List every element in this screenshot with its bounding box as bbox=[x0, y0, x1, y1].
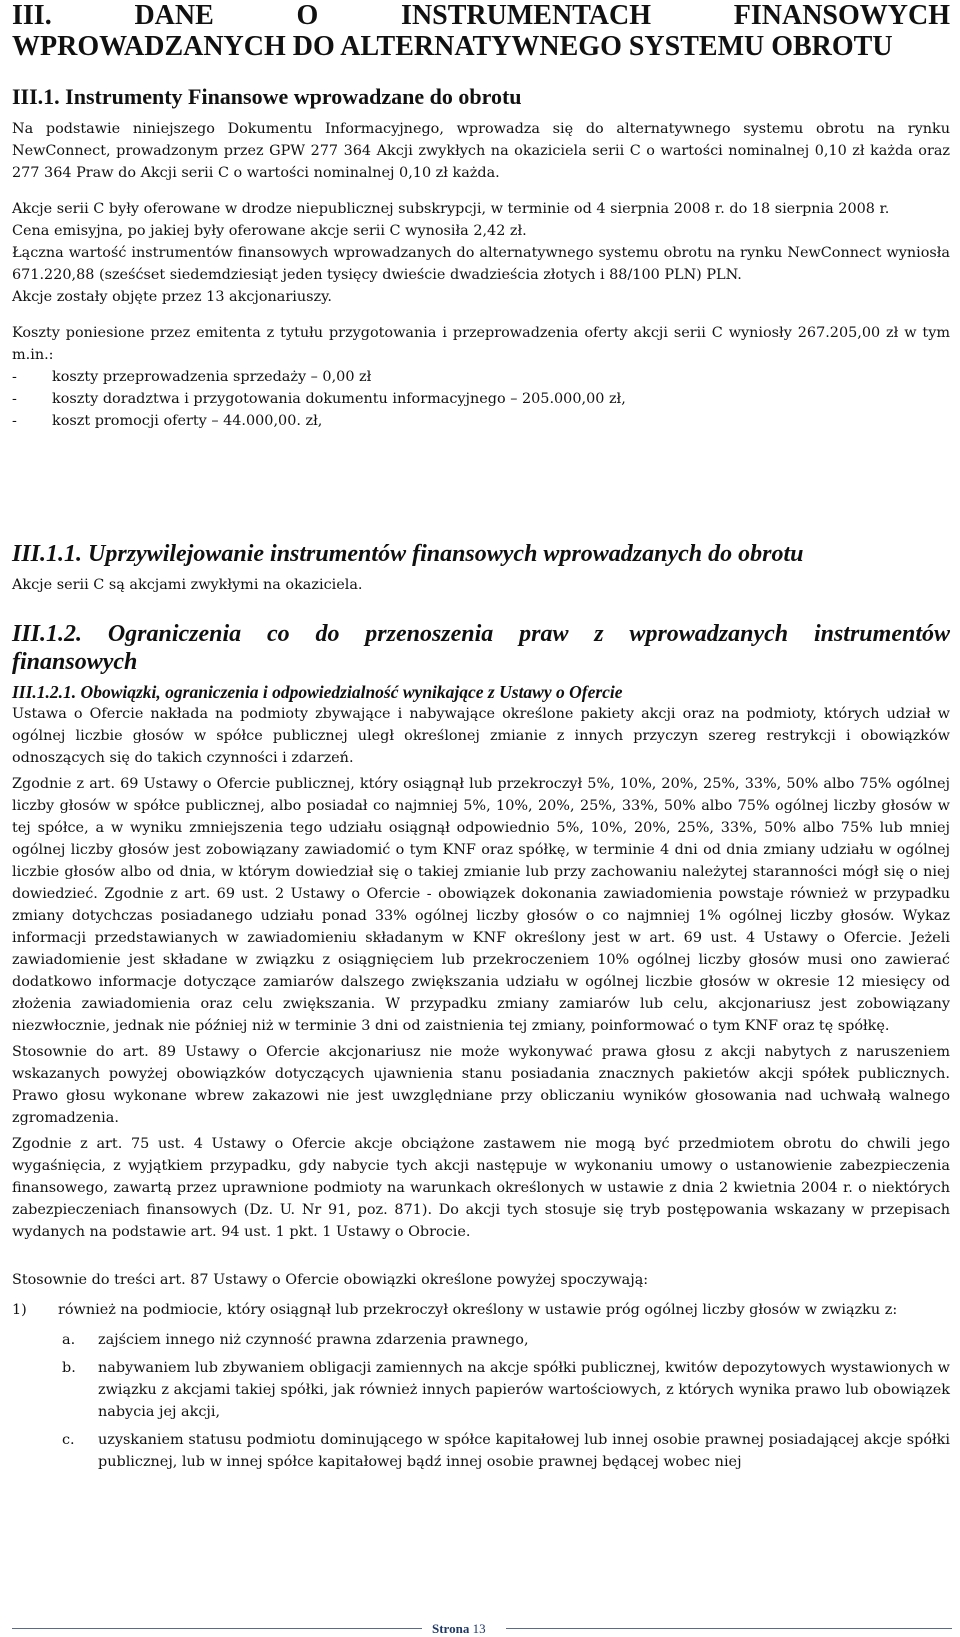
footer-rule-left bbox=[12, 1628, 422, 1629]
section-iii-1 bbox=[12, 84, 950, 110]
lettered-list bbox=[12, 1329, 950, 1473]
costs-list bbox=[12, 366, 950, 432]
page-footer bbox=[0, 1621, 960, 1637]
list-item bbox=[12, 388, 950, 410]
paragraph-intro: Na podstawie niniejszego Dokumentu Informacyjnego, wprowadza się do alternatywnego systemu obrotu na rynku NewConnect, prowadzonym przez GPW 277 364 Akcji zwykłych na okaziciela serii C o wartości nominalnej 0,10 zł każda oraz 277 364 Praw do Akcji serii C o wartości nominalnej 0,10 zł każda. bbox=[12, 121, 950, 181]
section-iii-1-2 bbox=[12, 620, 950, 1479]
list-item bbox=[12, 366, 950, 388]
paragraph-obligations: Ustawa o Ofercie nakłada na podmioty zbywające i nabywające określone pakiety akcji oraz na podmioty, których udział w ogólnej liczbie głosów w spółce publicznej uległ określonej zmianie z innych przyczyn szereg restrykcji i obowiązków odnoszących się do takich czynności i zdarzeń. bbox=[12, 706, 950, 766]
list-item-text: koszty doradztwa i przygotowania dokumentu informacyjnego – 205.000,00 zł, bbox=[52, 391, 626, 407]
page-number bbox=[432, 1621, 486, 1637]
heading-iii-1-2-line-2: finansowych bbox=[12, 649, 138, 675]
list-item-text: koszt promocji oferty – 44.000,00. zł, bbox=[52, 413, 323, 429]
list-letter: c. bbox=[62, 1432, 75, 1448]
list-item-text: koszty przeprowadzenia sprzedaży – 0,00 zł bbox=[52, 369, 372, 385]
heading-iii-1-2 bbox=[12, 620, 950, 676]
list-bullet: - bbox=[12, 369, 17, 385]
list-item bbox=[12, 1429, 950, 1473]
paragraph-issue-price: Cena emisyjna, po jakiej były oferowane akcje serii C wynosiła 2,42 zł. bbox=[12, 223, 527, 239]
list-letter: b. bbox=[62, 1360, 76, 1376]
section-iii-1-body bbox=[12, 118, 950, 432]
paragraph-art-87: Stosownie do treści art. 87 Ustawy o Ofercie obowiązki określone powyżej spoczywają: bbox=[12, 1272, 649, 1288]
page-label: Strona bbox=[432, 1621, 470, 1636]
paragraph-costs: Koszty poniesione przez emitenta z tytułu przygotowania i przeprowadzenia oferty akcji serii C wyniosły 267.205,00 zł w tym m.in.: bbox=[12, 325, 950, 363]
list-item bbox=[12, 410, 950, 432]
paragraph-total-value: Łączna wartość instrumentów finansowych wprowadzanych do alternatywnego systemu obrotu na rynku NewConnect wyniosła 671.220,88 (sześćset siedemdziesiąt jeden tysięcy dwieście dwadzieścia złotych i 88/100 PLN) PLN. bbox=[12, 245, 950, 283]
heading-iii-1-2-line-1: III.1.2. Ograniczenia co do przenoszenia praw z wprowadzanych instrumentów bbox=[12, 621, 950, 647]
list-item-text: zajściem innego niż czynność prawna zdarzenia prawnego, bbox=[98, 1332, 529, 1348]
paragraph-subscription: Akcje serii C były oferowane w drodze niepublicznej subskrypcji, w terminie od 4 sierpnia 2008 r. do 18 sierpnia 2008 r. bbox=[12, 201, 890, 217]
section-title-line-1: III. DANE O INSTRUMENTACH FINANSOWYCH bbox=[12, 0, 950, 31]
list-bullet: - bbox=[12, 391, 17, 407]
section-title bbox=[12, 0, 950, 62]
heading-iii-1-2-1: III.1.2.1. Obowiązki, ograniczenia i odpowiedzialność wynikające z Ustawy o Ofercie bbox=[12, 682, 623, 702]
footer-rule-right bbox=[506, 1628, 952, 1629]
paragraph-art-89: Stosownie do art. 89 Ustawy o Ofercie akcjonariusz nie może wykonywać prawa głosu z akcji nabytych z naruszeniem wskazanych powyżej obowiązków dotyczących ujawnienia stanu posiadania znacznych pakietów akcji spółek publicznych. Prawo głosu wykonane wbrew zakazowi nie jest uwzględniane przy obliczaniu wyników głosowania nad uchwałą walnego zgromadzenia. bbox=[12, 1044, 950, 1126]
paragraph-privileges: Akcje serii C są akcjami zwykłymi na okaziciela. bbox=[12, 577, 363, 593]
section-iii-1-1 bbox=[12, 540, 950, 596]
list-number: 1) bbox=[12, 1302, 27, 1318]
section-title-line-2: WPROWADZANYCH DO ALTERNATYWNEGO SYSTEMU OBROTU bbox=[12, 31, 893, 62]
list-item bbox=[12, 1329, 950, 1351]
heading-iii-1: III.1. Instrumenty Finansowe wprowadzane do obrotu bbox=[12, 84, 522, 109]
list-item-text: uzyskaniem statusu podmiotu dominującego w spółce kapitałowej lub innej osobie prawnej posiadającej akcje spółki publicznej, lub w innej spółce kapitałowej bądź innej osobie prawnej będącej wobec niej bbox=[98, 1432, 950, 1470]
numbered-list bbox=[12, 1299, 950, 1321]
list-item-text: również na podmiocie, który osiągnął lub przekroczył określony w ustawie próg ogólnej liczby głosów w związku z: bbox=[58, 1302, 898, 1318]
list-item bbox=[12, 1299, 950, 1321]
paragraph-art-75: Zgodnie z art. 75 ust. 4 Ustawy o Ofercie akcje obciążone zastawem nie mogą być przedmiotem obrotu do chwili jego wygaśnięcia, z wyjątkiem przypadku, gdy nabycie tych akcji następuje w wykonaniu umowy o ustanowienie zabezpieczenia finansowego, zawartą przez uprawnione podmioty na warunkach określonych w ustawie z dnia 2 kwietnia 2004 r. o niektórych zabezpieczeniach finansowych (Dz. U. Nr 91, poz. 871). Do akcji tych stosuje się tryb postępowania wskazany w przepisach wydanych na podstawie art. 94 ust. 1 pkt. 1 Ustawy o Obrocie. bbox=[12, 1136, 950, 1240]
list-item bbox=[12, 1357, 950, 1423]
page-number-value: 13 bbox=[472, 1621, 486, 1636]
paragraph-art-69: Zgodnie z art. 69 Ustawy o Ofercie publicznej, który osiągnął lub przekroczył 5%, 10%, 20%, 25%, 33%, 50% albo 75% ogólnej liczby głosów w spółce publicznej, albo posiadał co najmniej 5%, 10%, 20%, 25%, 33%, 50% albo 75% ogólnej liczby głosów w tej spółce, a w wyniku zmniejszenia tego udziału osiągnął odpowiednio 5%, 10%, 20%, 25%, 33%, 50% albo 75% lub mniej ogólnej liczby głosów jest zobowiązany zawiadomić o tym KNF oraz spółkę, w terminie 4 dni od dnia zmiany udziału w ogólnej liczbie głosów albo od dnia, w którym dowiedział się o takiej zmianie lub przy zachowaniu należytej staranności mógł się o niej dowiedzieć. Zgodnie z art. 69 ust. 2 Ustawy o Ofercie - obowiązek dokonania zawiadomienia powstaje również w przypadku zmiany dotychczas posiadanego udziału ponad 33% ogólnej liczby głosów o co najmniej 1% ogólnej liczby głosów. Wykaz informacji przedstawianych w zawiadomieniu składanym w KNF określony jest w art. 69 ust. 4 Ustawy o Ofercie. Jeżeli zawiadomienie jest składane w związku z osiągnięciem lub przekroczeniem 10% ogólnej liczby głosów musi ono zawierać dodatkowo informacje dotyczące zamiarów dalszego zwiększania udziału w ogólnej liczbie głosów w okresie 12 miesięcy od złożenia zawiadomienia oraz celu zwiększania. W przypadku zmiany zamiarów lub celu, akcjonariusz jest zobowiązany niezwłocznie, jednak nie później niż w terminie 3 dni od zaistnienia tej zmiany, poinformować o tym KNF oraz tę spółkę. bbox=[12, 776, 950, 1034]
list-letter: a. bbox=[62, 1332, 76, 1348]
paragraph-shareholders: Akcje zostały objęte przez 13 akcjonariuszy. bbox=[12, 289, 332, 305]
section-header bbox=[12, 0, 950, 62]
heading-iii-1-1: III.1.1. Uprzywilejowanie instrumentów finansowych wprowadzanych do obrotu bbox=[12, 541, 804, 567]
list-item-text: nabywaniem lub zbywaniem obligacji zamiennych na akcje spółki publicznej, kwitów depozytowych wystawionych w związku z akcjami takiej spółki, jak również innych papierów wartościowych, z których wynika prawo lub obowiązek nabycia jej akcji, bbox=[98, 1360, 950, 1420]
list-bullet: - bbox=[12, 413, 17, 429]
